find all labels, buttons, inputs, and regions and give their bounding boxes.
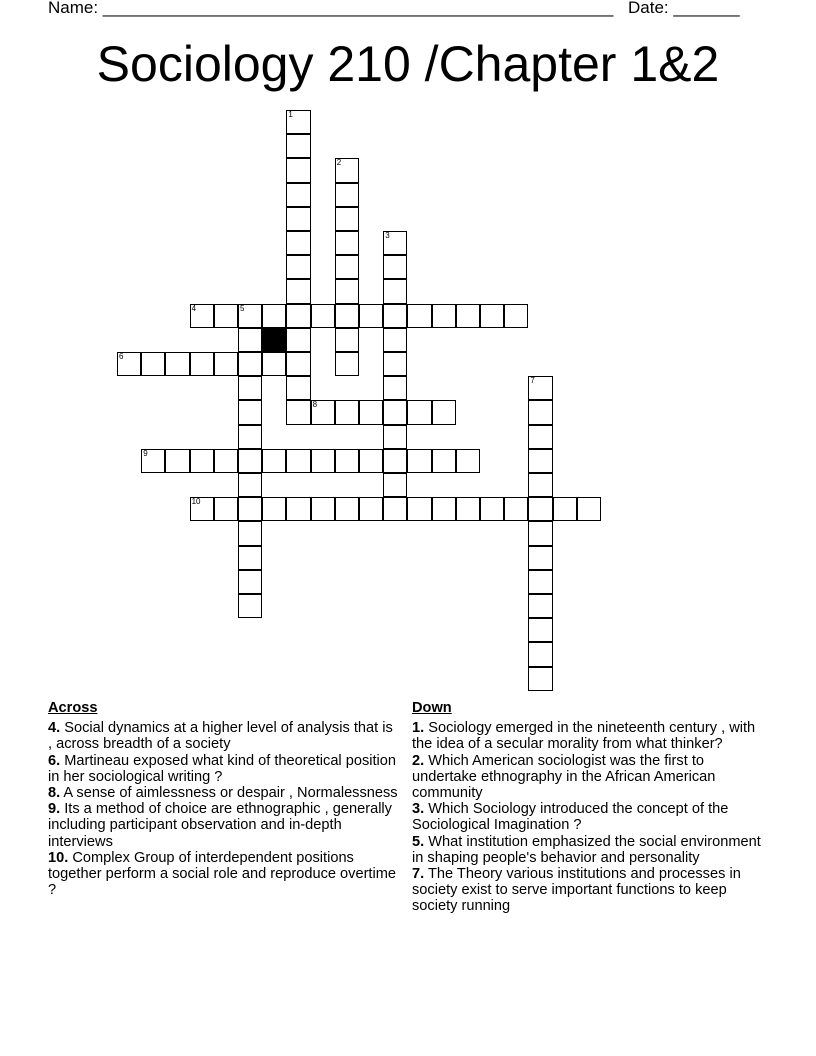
grid-cell[interactable] bbox=[335, 255, 359, 279]
grid-cell[interactable] bbox=[311, 497, 335, 521]
clue-number: 4 bbox=[191, 303, 197, 313]
clue-number: 4. bbox=[48, 720, 61, 737]
grid-cell[interactable] bbox=[238, 546, 262, 570]
clue-number: 2 bbox=[336, 158, 342, 168]
grid-cell[interactable] bbox=[432, 304, 456, 328]
grid-cell[interactable] bbox=[383, 376, 407, 400]
grid-cell[interactable] bbox=[286, 207, 310, 231]
clue-text: Martineau exposed what kind of theoretical position in her sociological writing ? bbox=[48, 752, 397, 785]
grid-cell[interactable] bbox=[238, 400, 262, 424]
grid-cell[interactable] bbox=[407, 400, 431, 424]
down-clue bbox=[412, 866, 768, 915]
grid-cell[interactable] bbox=[504, 497, 528, 521]
date-field[interactable]: Date: _______ bbox=[628, 0, 740, 17]
down-clue bbox=[412, 753, 768, 802]
grid-cell[interactable] bbox=[528, 473, 552, 497]
grid-cell[interactable] bbox=[528, 521, 552, 545]
grid-cell[interactable] bbox=[528, 497, 552, 521]
grid-cell[interactable] bbox=[335, 183, 359, 207]
grid-cell[interactable] bbox=[528, 425, 552, 449]
down-clue bbox=[412, 801, 768, 833]
grid-cell[interactable] bbox=[432, 449, 456, 473]
grid-cell[interactable] bbox=[359, 449, 383, 473]
across-clue bbox=[48, 753, 398, 785]
clue-text: A sense of aimlessness or despair , Normalessness bbox=[60, 785, 398, 802]
grid-cell[interactable] bbox=[383, 231, 407, 255]
clue-number: 6 bbox=[119, 352, 124, 361]
grid-cell[interactable] bbox=[407, 304, 431, 328]
clue-text: Complex Group of interdependent positions together perform a social role and reproduce overtime ? bbox=[48, 849, 396, 899]
grid-cell[interactable] bbox=[432, 497, 456, 521]
clue-number: 1 bbox=[288, 110, 293, 119]
clue-number: 5 bbox=[240, 303, 245, 313]
grid-cell[interactable] bbox=[456, 449, 480, 473]
grid-cell[interactable] bbox=[359, 400, 383, 424]
grid-cell[interactable] bbox=[480, 497, 504, 521]
grid-cell[interactable] bbox=[335, 497, 359, 521]
grid-cell[interactable] bbox=[335, 158, 359, 182]
clue-text: Which Sociology introduced the concept of the Sociological Imagination ? bbox=[412, 801, 729, 834]
clue-text: The Theory various institutions and processes in society exist to serve important functions to keep society running bbox=[412, 866, 741, 915]
grid-cell[interactable] bbox=[190, 304, 214, 328]
grid-cell[interactable] bbox=[238, 449, 262, 473]
name-field[interactable]: Name: ______________________________________________________ bbox=[48, 0, 614, 17]
grid-cell[interactable] bbox=[528, 618, 552, 642]
clue-number: 6. bbox=[48, 752, 61, 769]
grid-cell[interactable] bbox=[238, 594, 262, 618]
grid-cell[interactable] bbox=[528, 594, 552, 618]
clue-number: 7 bbox=[530, 376, 535, 386]
grid-cell[interactable] bbox=[311, 449, 335, 473]
grid-cell[interactable] bbox=[286, 449, 310, 473]
grid-cell[interactable] bbox=[359, 497, 383, 521]
page-title: Sociology 210 /Chapter 1&2 bbox=[96, 36, 720, 92]
grid-cell[interactable] bbox=[286, 400, 310, 424]
clue-text: Social dynamics at a higher level of analysis that is , across breadth of a society bbox=[48, 720, 393, 753]
grid-cell[interactable] bbox=[286, 279, 310, 303]
grid-cell[interactable] bbox=[383, 449, 407, 473]
grid-cell[interactable] bbox=[286, 352, 310, 376]
grid-cell[interactable] bbox=[456, 304, 480, 328]
grid-cell[interactable] bbox=[383, 255, 407, 279]
grid-cell[interactable] bbox=[286, 158, 310, 182]
grid-cell[interactable] bbox=[190, 352, 214, 376]
grid-cell[interactable] bbox=[238, 425, 262, 449]
clue-number: 2. bbox=[412, 752, 425, 769]
clue-number: 5. bbox=[412, 833, 425, 850]
across-clues bbox=[48, 700, 398, 898]
down-clues bbox=[412, 700, 768, 915]
grid-cell[interactable] bbox=[238, 376, 262, 400]
grid-cell[interactable] bbox=[286, 231, 310, 255]
grid-cell[interactable] bbox=[335, 304, 359, 328]
grid-cell[interactable] bbox=[335, 207, 359, 231]
grid-cell[interactable] bbox=[238, 473, 262, 497]
grid-cell[interactable] bbox=[407, 449, 431, 473]
grid-cell[interactable] bbox=[407, 497, 431, 521]
grid-cell[interactable] bbox=[190, 497, 214, 521]
grid-cell[interactable] bbox=[383, 304, 407, 328]
clue-number: 10 bbox=[191, 497, 201, 507]
grid-cell[interactable] bbox=[359, 304, 383, 328]
grid-cell[interactable] bbox=[311, 400, 335, 424]
clue-number: 8 bbox=[312, 400, 318, 410]
grid-cell[interactable] bbox=[238, 328, 262, 352]
grid-cell[interactable] bbox=[141, 449, 165, 473]
grid-cell[interactable] bbox=[262, 449, 286, 473]
grid-cell[interactable] bbox=[117, 352, 141, 376]
down-clue bbox=[412, 720, 768, 752]
grid-cell[interactable] bbox=[286, 110, 310, 134]
grid-cell[interactable] bbox=[383, 328, 407, 352]
grid-cell[interactable] bbox=[214, 449, 238, 473]
grid-cell[interactable] bbox=[553, 497, 577, 521]
down-heading: Down bbox=[412, 700, 452, 716]
grid-cell[interactable] bbox=[286, 183, 310, 207]
grid-cell[interactable] bbox=[238, 570, 262, 594]
grid-cell[interactable] bbox=[577, 497, 601, 521]
grid-cell[interactable] bbox=[383, 400, 407, 424]
grid-cell[interactable] bbox=[262, 352, 286, 376]
grid-cell[interactable] bbox=[214, 497, 238, 521]
grid-cell[interactable] bbox=[286, 376, 310, 400]
down-clue-list bbox=[412, 720, 768, 914]
grid-cell[interactable] bbox=[335, 400, 359, 424]
grid-cell[interactable] bbox=[141, 352, 165, 376]
grid-cell[interactable] bbox=[528, 667, 552, 691]
grid-cell[interactable] bbox=[335, 328, 359, 352]
black-cell bbox=[262, 328, 286, 352]
grid-cell[interactable] bbox=[214, 352, 238, 376]
clue-text: What institution emphasized the social environment in shaping people's behavior and personality bbox=[412, 833, 761, 866]
grid-cell[interactable] bbox=[335, 449, 359, 473]
grid-cell[interactable] bbox=[262, 304, 286, 328]
grid-cell[interactable] bbox=[383, 473, 407, 497]
across-clue bbox=[48, 785, 398, 801]
grid-cell[interactable] bbox=[528, 400, 552, 424]
grid-cell[interactable] bbox=[335, 231, 359, 255]
clue-number: 9 bbox=[143, 448, 148, 458]
grid-cell[interactable] bbox=[528, 546, 552, 570]
clue-number: 3. bbox=[412, 801, 425, 818]
clue-text: Its a method of choice are ethnographic , generally including participant observation and in-depth interviews bbox=[48, 801, 392, 850]
grid-cell[interactable] bbox=[480, 304, 504, 328]
grid-cell[interactable] bbox=[286, 134, 310, 158]
clue-number: 1. bbox=[412, 720, 425, 737]
across-heading: Across bbox=[48, 700, 98, 716]
clue-number: 7. bbox=[412, 866, 425, 883]
across-clue bbox=[48, 801, 398, 850]
grid-cell[interactable] bbox=[238, 521, 262, 545]
grid-cell[interactable] bbox=[238, 497, 262, 521]
grid-cell[interactable] bbox=[383, 497, 407, 521]
grid-cell[interactable] bbox=[165, 449, 189, 473]
grid-cell[interactable] bbox=[528, 570, 552, 594]
clue-text: Which American sociologist was the first to undertake ethnography in the African American community bbox=[412, 752, 716, 802]
grid-cell[interactable] bbox=[238, 352, 262, 376]
grid-cell[interactable] bbox=[335, 352, 359, 376]
grid-cell[interactable] bbox=[190, 449, 214, 473]
across-clue bbox=[48, 720, 398, 752]
clue-text: Sociology emerged in the nineteenth century , with the idea of a secular morality from what thinker? bbox=[412, 720, 756, 753]
across-clue-list bbox=[48, 720, 398, 898]
grid-cell[interactable] bbox=[286, 497, 310, 521]
across-clue bbox=[48, 850, 398, 899]
grid-cell[interactable] bbox=[456, 497, 480, 521]
grid-cell[interactable] bbox=[214, 304, 238, 328]
grid-cell[interactable] bbox=[383, 425, 407, 449]
clue-number: 9. bbox=[48, 801, 61, 818]
grid-cell[interactable] bbox=[528, 449, 552, 473]
grid-cell[interactable] bbox=[238, 304, 262, 328]
grid-cell[interactable] bbox=[528, 642, 552, 666]
clue-number: 8. bbox=[48, 785, 61, 802]
clue-number: 10. bbox=[48, 849, 69, 866]
clue-number: 3 bbox=[385, 231, 390, 240]
grid-cell[interactable] bbox=[432, 400, 456, 424]
grid-cell[interactable] bbox=[286, 304, 310, 328]
grid-cell[interactable] bbox=[335, 279, 359, 303]
grid-cell[interactable] bbox=[262, 497, 286, 521]
grid-cell[interactable] bbox=[383, 279, 407, 303]
grid-cell[interactable] bbox=[504, 304, 528, 328]
grid-cell[interactable] bbox=[286, 328, 310, 352]
grid-cell[interactable] bbox=[286, 255, 310, 279]
grid-cell[interactable] bbox=[528, 376, 552, 400]
grid-cell[interactable] bbox=[311, 304, 335, 328]
down-clue bbox=[412, 834, 768, 866]
grid-cell[interactable] bbox=[165, 352, 189, 376]
grid-cell[interactable] bbox=[383, 352, 407, 376]
